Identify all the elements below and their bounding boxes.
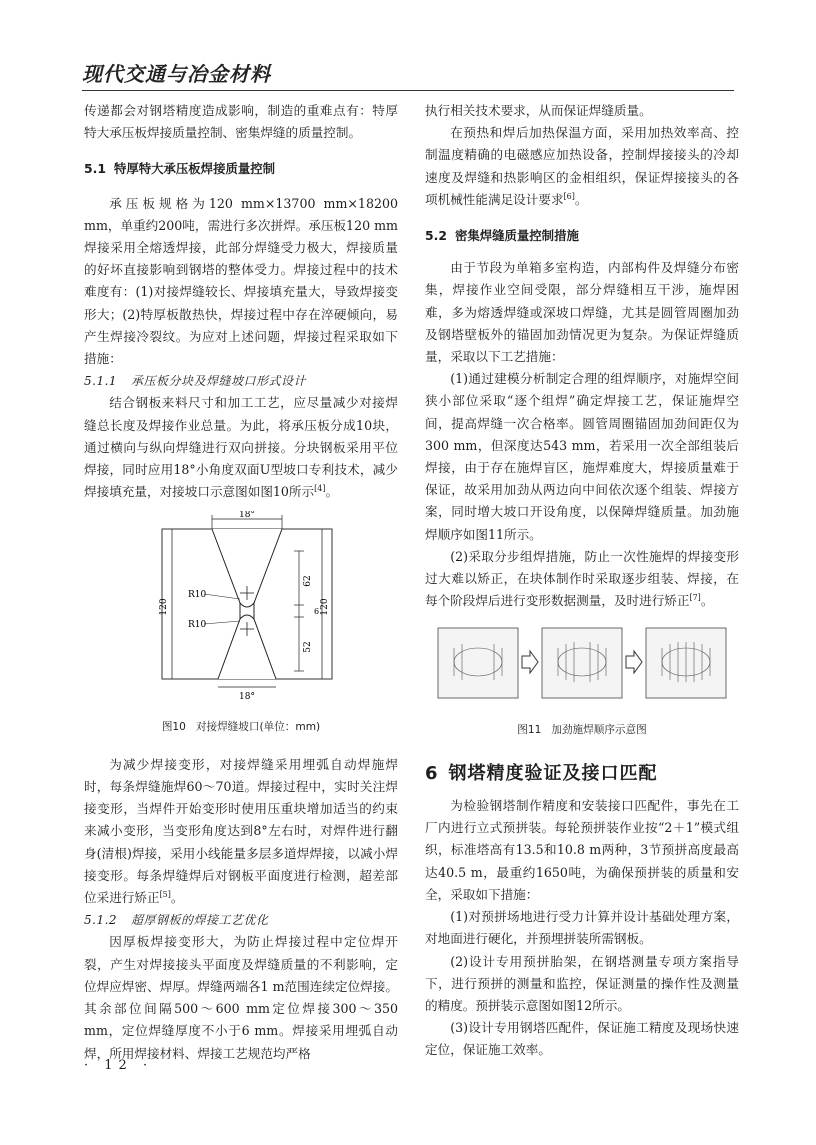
section-5-1-2-heading: 5.1.2 超厚钢板的焊接工艺优化 [84,913,269,928]
section-6-heading: 6 钢塔精度验证及接口匹配 [425,762,658,784]
paragraph-measure-1: (1)通过建模分析制定合理的组焊顺序，对施焊空间狭小部位采取“逐个组焊”确定焊接工艺，保证施焊空间，提高焊缝一次合格率。圆管周圈锚固加劲间距仅为300 mm，但深度达543 mm，若采用一次全部组装后焊接，由于存在施焊盲区，施焊难度大，焊接质量难于保证，故采用加劲从两边向中间依次逐个组装、焊接方案，同时增大坡口开设角度，以保障焊缝质量。加劲施焊顺序如图11所示。 [425,371,739,542]
citation-7: [7] [689,593,701,603]
paragraph-step-3: (3)设计专用钢塔匹配件，保证施工精度及现场快速定位，保证施工效率。 [425,1020,739,1058]
radius-top-label: R10 [188,590,207,601]
figure-11-caption: 图11 加劲施焊顺序示意图 [517,723,647,736]
paragraph-deformation: 为减少焊接变形，对接焊缝采用埋弧自动焊施焊时，每条焊缝施焊60～70道。焊接过程中，实时关注焊接变形，当焊件开始变形时使用压重块增加适当的约束来减小变形，当变形角度达到8°左右时，对焊件进行翻身(清根)焊接，采用小线能量多层多道焊焊接，以减小焊接变形。每条焊缝焊后对钢板平面度进行检测，超差部位采进行矫正[5]。 [84,756,398,906]
paragraph-preheat: 在预热和焊后加热保温方面，采用加热效率高、控制温度精确的电磁感应加热设备，控制焊接接头的冷却速度及焊缝和热影响区的金相组织，保证焊接接头的各项机械性能满足设计要求[6]。 [425,125,739,207]
paragraph-plate-split: 结合钢板来料尺寸和加工工艺，应尽量减少对接焊缝总长度及焊接作业总量。为此，将承压板分成10块，通过横向与纵向焊缝进行双向拼接。分块钢板采用平位焊接，同时应用18°小角度双面U型坡口专利技术，减少焊接填充量，对接坡口示意图如图10所示[4]。 [84,395,398,500]
right-column [425,100,739,1062]
section-5-2-heading: 5.2 密集焊缝质量控制措施 [425,228,579,244]
page-number: · 12 · [84,1058,154,1073]
dim-top-label: 62 [303,575,313,588]
left-column [84,100,398,1065]
figure-10 [84,511,398,737]
paragraph-preassembly: 为检验钢塔制作精度和安装接口匹配件，事先在工厂内进行立式预拼装。每轮预拼装作业按“2＋1”模式组织，标准塔高有13.5和10.8 m两种，3节预拼高度最高达40.5 m，最重约1650吨，为确保预拼装的质量和安全，采取如下措施： [425,798,739,902]
section-5-1-heading: 5.1 特厚特大承压板焊接质量控制 [84,161,276,177]
dim-gap-label: 6 [314,607,320,617]
dim-bottom-label: 52 [303,641,313,654]
angle-bottom-label: 18° [239,692,255,702]
groove-diagram [84,511,398,701]
paragraph-plate-specs: 承压板规格为120 mm×13700 mm×18200 mm，单重约200吨，需进行多次拼焊。承压板120 mm焊接采用全熔透焊接，此部分焊缝受力极大，焊接质量的好坏直接影响到钢塔的整体受力。焊接过程中的技术难度有：(1)对接焊缝较长、焊接填充量大，导致焊接变形大；(2)特厚板散热快，焊接过程中存在淬硬倾向，易产生焊接冷裂纹。为应对上述问题，焊接过程采取如下措施： [84,195,398,367]
paragraph-continuation: 执行相关技术要求，从而保证焊缝质量。 [425,103,652,118]
dim-left-label: 120 [159,598,169,617]
paragraph-step-1: (1)对预拼场地进行受力计算并设计基础处理方案，对地面进行硬化，并预埋拼装所需钢板。 [425,909,739,947]
header-rule [82,90,734,91]
citation-4: [4] [314,484,326,494]
journal-logo: 现代交通与冶金材料 [82,62,271,86]
section-5-1-1-heading: 5.1.1 承压板分块及焊缝坡口形式设计 [84,374,307,389]
figure-11 [425,622,739,740]
citation-5: [5] [159,890,171,900]
intro-paragraph: 传递都会对钢塔精度造成影响，制造的重难点有：特厚特大承压板焊接质量控制、密集焊缝的质量控制。 [84,103,398,141]
paragraph-measure-2: (2)采取分步组焊措施，防止一次性施焊的焊接变形过大难以矫正，在块体制作时采取逐步组装、焊接，在每个阶段焊后进行变形数据测量，及时进行矫正[7]。 [425,548,739,609]
angle-top-label: 18° [239,511,255,521]
paragraph-dense-welds: 由于节段为单箱多室构造，内部构件及焊缝分布密集，焊接作业空间受限，部分焊缝相互干涉，施焊困难，多为熔透焊缝或深坡口焊缝，尤其是圆管周圈加劲及钢塔壁板外的锚固加劲情况更为复杂。为保证焊缝质量，采取以下工艺措施： [425,260,739,365]
citation-6: [6] [563,191,575,201]
figure-10-caption: 图10 对接焊缝坡口(单位：mm) [161,720,321,733]
radius-bottom-label: R10 [188,620,207,631]
paragraph-positioning-weld: 因厚板焊接变形大，为防止焊接过程中定位焊开裂，产生对焊接接头平面度及焊缝质量的不利影响，定位焊应焊密、焊厚。焊缝两端各1 m范围连续定位焊接。其余部位间隔500～600 mm定位焊接300～350 mm，定位焊缝厚度不小于6 mm。焊接采用埋弧自动焊，所用焊接材料、焊接工艺规范均严格 [84,934,398,1061]
dim-right-label: 120 [320,598,330,617]
welding-sequence-diagram [434,622,730,704]
paragraph-step-2: (2)设计专用预拼胎架，在钢塔测量专项方案指导下，进行预拼的测量和监控，保证测量的操作性及测量的精度。预拼装示意图如图12所示。 [425,953,739,1013]
